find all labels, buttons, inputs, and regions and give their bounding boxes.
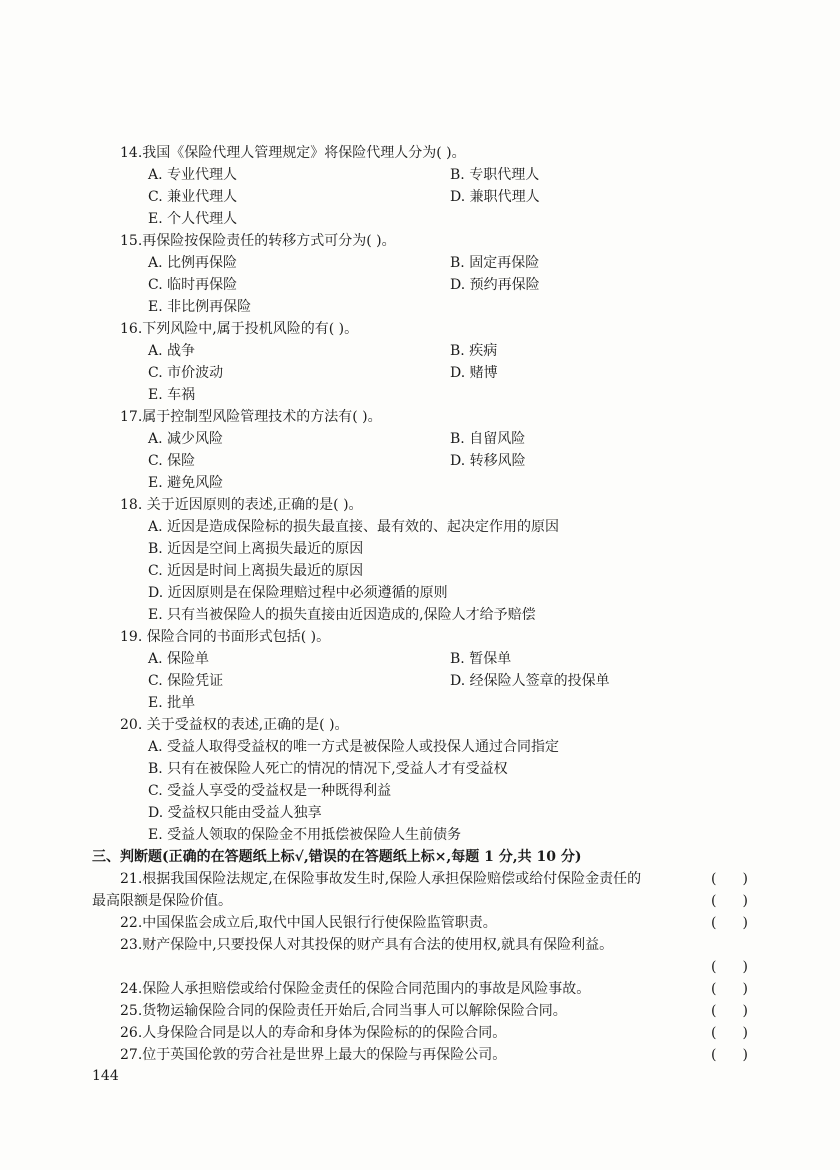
q16-option-e: E. 车祸 bbox=[148, 387, 196, 403]
judgment-23-paren: () bbox=[711, 959, 774, 975]
q17-option-b: B. 自留风险 bbox=[450, 431, 526, 447]
judgment-21-paren-b: () bbox=[711, 893, 774, 909]
q20-option-b: B. 只有在被保险人死亡的情况的情况下,受益人才有受益权 bbox=[148, 761, 508, 777]
judgment-27-paren: () bbox=[711, 1047, 774, 1063]
q14-option-c: C. 兼业代理人 bbox=[148, 189, 238, 205]
q17-option-e: E. 避免风险 bbox=[148, 475, 224, 491]
question-14-stem: 14.我国《保险代理人管理规定》将保险代理人分为( )。 bbox=[120, 145, 466, 161]
judgment-22: 22.中国保监会成立后,取代中国人民银行行使保险监管职责。 bbox=[120, 915, 497, 931]
q15-option-a: A. 比例再保险 bbox=[148, 255, 238, 271]
judgment-26-paren: () bbox=[711, 1025, 774, 1041]
judgment-21-paren-a: () bbox=[711, 871, 774, 887]
judgment-23: 23.财产保险中,只要投保人对其投保的财产具有合法的使用权,就具有保险利益。 bbox=[120, 937, 614, 953]
q17-option-c: C. 保险 bbox=[148, 453, 196, 469]
q15-option-c: C. 临时再保险 bbox=[148, 277, 238, 293]
q19-option-e: E. 批单 bbox=[148, 695, 196, 711]
q18-option-a: A. 近因是造成保险标的损失最直接、最有效的、起决定作用的原因 bbox=[148, 519, 560, 535]
section-3-title: 三、判断题(正确的在答题纸上标√,错误的在答题纸上标×,每题 1 分,共 10 分) bbox=[92, 849, 582, 865]
judgment-24: 24.保险人承担赔偿或给付保险金责任的保险合同范围内的事故是风险事故。 bbox=[120, 981, 591, 997]
page-number: 144 bbox=[92, 1068, 119, 1084]
judgment-22-paren: () bbox=[711, 915, 774, 931]
q16-option-c: C. 市价波动 bbox=[148, 365, 224, 381]
q20-option-a: A. 受益人取得受益权的唯一方式是被保险人或投保人通过合同指定 bbox=[148, 739, 560, 755]
q20-option-d: D. 受益权只能由受益人独享 bbox=[148, 805, 322, 821]
judgment-25: 25.货物运输保险合同的保险责任开始后,合同当事人可以解除保险合同。 bbox=[120, 1003, 567, 1019]
question-19-stem: 19. 保险合同的书面形式包括( )。 bbox=[120, 629, 331, 645]
question-18-stem: 18. 关于近因原则的表述,正确的是( )。 bbox=[120, 497, 363, 513]
judgment-27: 27.位于英国伦敦的劳合社是世界上最大的保险与再保险公司。 bbox=[120, 1047, 507, 1063]
q16-option-d: D. 赌博 bbox=[450, 365, 498, 381]
judgment-24-paren: () bbox=[711, 981, 774, 997]
q19-option-b: B. 暂保单 bbox=[450, 651, 512, 667]
q14-option-a: A. 专业代理人 bbox=[148, 167, 238, 183]
q15-option-b: B. 固定再保险 bbox=[450, 255, 540, 271]
q17-option-a: A. 减少风险 bbox=[148, 431, 224, 447]
q15-option-d: D. 预约再保险 bbox=[450, 277, 540, 293]
judgment-25-paren: () bbox=[711, 1003, 774, 1019]
q19-option-c: C. 保险凭证 bbox=[148, 673, 224, 689]
q18-option-b: B. 近因是空间上离损失最近的原因 bbox=[148, 541, 364, 557]
q20-option-e: E. 受益人领取的保险金不用抵偿被保险人生前债务 bbox=[148, 827, 462, 843]
q14-option-e: E. 个人代理人 bbox=[148, 211, 238, 227]
question-16-stem: 16.下列风险中,属于投机风险的有( )。 bbox=[120, 321, 359, 337]
q14-option-d: D. 兼职代理人 bbox=[450, 189, 540, 205]
question-20-stem: 20. 关于受益权的表述,正确的是( )。 bbox=[120, 717, 349, 733]
q15-option-e: E. 非比例再保险 bbox=[148, 299, 252, 315]
judgment-21-line2: 最高限额是保险价值。 bbox=[92, 893, 232, 909]
q19-option-a: A. 保险单 bbox=[148, 651, 210, 667]
q16-option-a: A. 战争 bbox=[148, 343, 196, 359]
judgment-21-line1: 21.根据我国保险法规定,在保险事故发生时,保险人承担保险赔偿或给付保险金责任的 bbox=[120, 871, 642, 887]
question-17-stem: 17.属于控制型风险管理技术的方法有( )。 bbox=[120, 409, 382, 425]
judgment-26: 26.人身保险合同是以人的寿命和身体为保险标的的保险合同。 bbox=[120, 1025, 507, 1041]
q18-option-d: D. 近因原则是在保险理赔过程中必须遵循的原则 bbox=[148, 585, 448, 601]
q20-option-c: C. 受益人享受的受益权是一种既得利益 bbox=[148, 783, 392, 799]
q18-option-c: C. 近因是时间上离损失最近的原因 bbox=[148, 563, 364, 579]
q17-option-d: D. 转移风险 bbox=[450, 453, 526, 469]
q16-option-b: B. 疾病 bbox=[450, 343, 498, 359]
q18-option-e: E. 只有当被保险人的损失直接由近因造成的,保险人才给予赔偿 bbox=[148, 607, 536, 623]
q14-option-b: B. 专职代理人 bbox=[450, 167, 540, 183]
q19-option-d: D. 经保险人签章的投保单 bbox=[450, 673, 610, 689]
question-15-stem: 15.再保险按保险责任的转移方式可分为( )。 bbox=[120, 233, 396, 249]
